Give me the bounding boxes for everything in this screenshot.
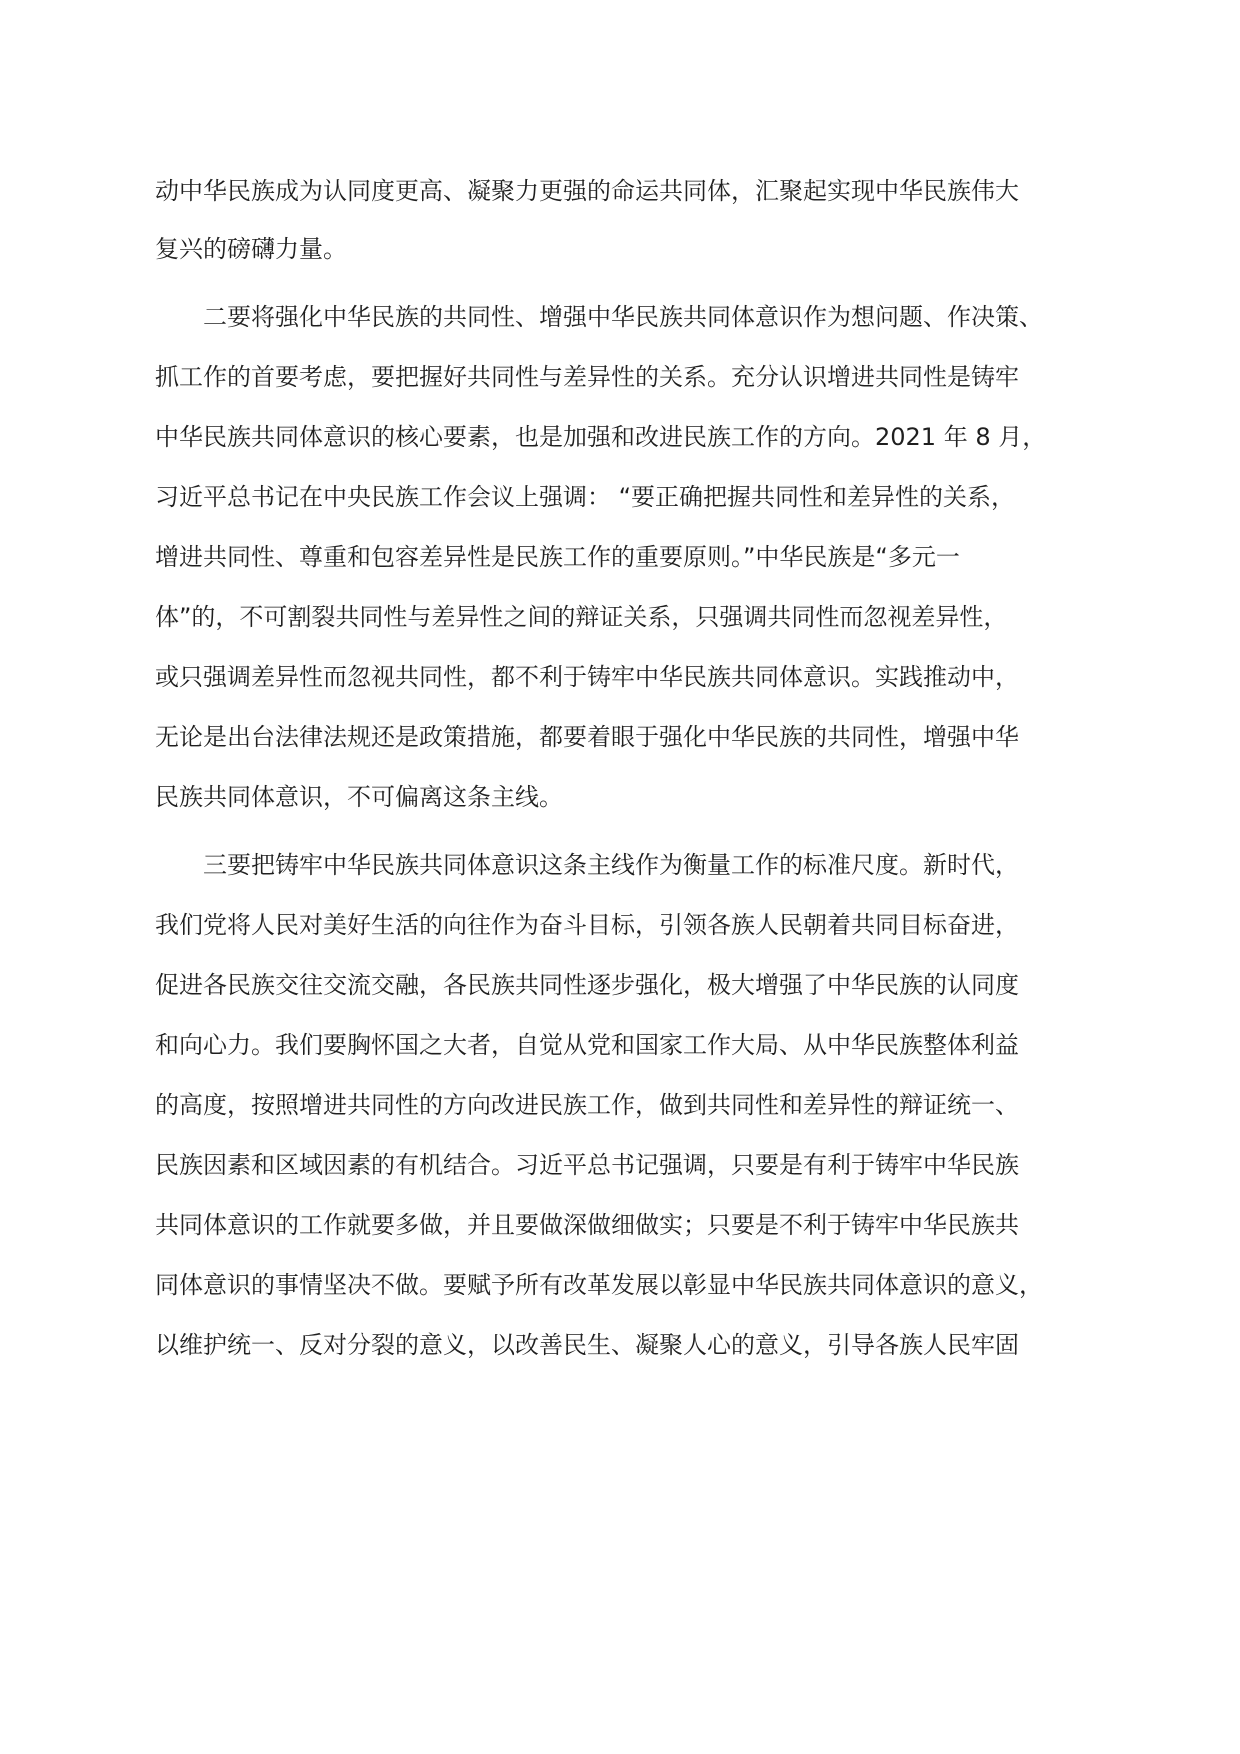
paragraph-line: 抓工作的首要考虑，要把握好共同性与差异性的关系。充分认识增进共同性是铸牢 xyxy=(155,363,1019,391)
paragraph-line: 无论是出台法律法规还是政策措施，都要着眼于强化中华民族的共同性，增强中华 xyxy=(155,723,1019,751)
paragraph-line: 或只强调差异性而忽视共同性，都不利于铸牢中华民族共同体意识。实践推动中， xyxy=(155,663,1019,691)
paragraph-line: 三要把铸牢中华民族共同体意识这条主线作为衡量工作的标准尺度。新时代， xyxy=(203,851,1019,879)
paragraph-line: 同体意识的事情坚决不做。要赋予所有改革发展以彰显中华民族共同体意识的意义， xyxy=(155,1271,1043,1299)
paragraph-line: 我们党将人民对美好生活的向往作为奋斗目标，引领各族人民朝着共同目标奋进， xyxy=(155,911,1019,939)
paragraph-line: 复兴的磅礴力量。 xyxy=(155,235,347,263)
paragraph-line: 增进共同性、尊重和包容差异性是民族工作的重要原则。”中华民族是“多元一 xyxy=(155,543,960,571)
paragraph-line: 体”的，不可割裂共同性与差异性之间的辩证关系，只强调共同性而忽视差异性， xyxy=(155,603,1008,631)
paragraph-line: 促进各民族交往交流交融，各民族共同性逐步强化，极大增强了中华民族的认同度 xyxy=(155,971,1019,999)
paragraph-line: 中华民族共同体意识的核心要素，也是加强和改进民族工作的方向。2021 年 8 月， xyxy=(155,423,1047,451)
paragraph-line: 民族共同体意识，不可偏离这条主线。 xyxy=(155,783,563,811)
paragraph-line: 和向心力。我们要胸怀国之大者，自觉从党和国家工作大局、从中华民族整体利益 xyxy=(155,1031,1019,1059)
paragraph-line: 习近平总书记在中央民族工作会议上强调： “要正确把握共同性和差异性的关系， xyxy=(155,483,1016,511)
paragraph-line: 民族因素和区域因素的有机结合。习近平总书记强调，只要是有利于铸牢中华民族 xyxy=(155,1151,1019,1179)
paragraph-line: 的高度，按照增进共同性的方向改进民族工作，做到共同性和差异性的辩证统一、 xyxy=(155,1091,1019,1119)
paragraph-line: 二要将强化中华民族的共同性、增强中华民族共同体意识作为想问题、作决策、 xyxy=(203,303,1043,331)
paragraph-line: 共同体意识的工作就要多做，并且要做深做细做实；只要是不利于铸牢中华民族共 xyxy=(155,1211,1019,1239)
paragraph-line: 动中华民族成为认同度更高、凝聚力更强的命运共同体，汇聚起实现中华民族伟大 xyxy=(155,177,1019,205)
paragraph-line: 以维护统一、反对分裂的意义，以改善民生、凝聚人心的意义，引导各族人民牢固 xyxy=(155,1331,1019,1359)
